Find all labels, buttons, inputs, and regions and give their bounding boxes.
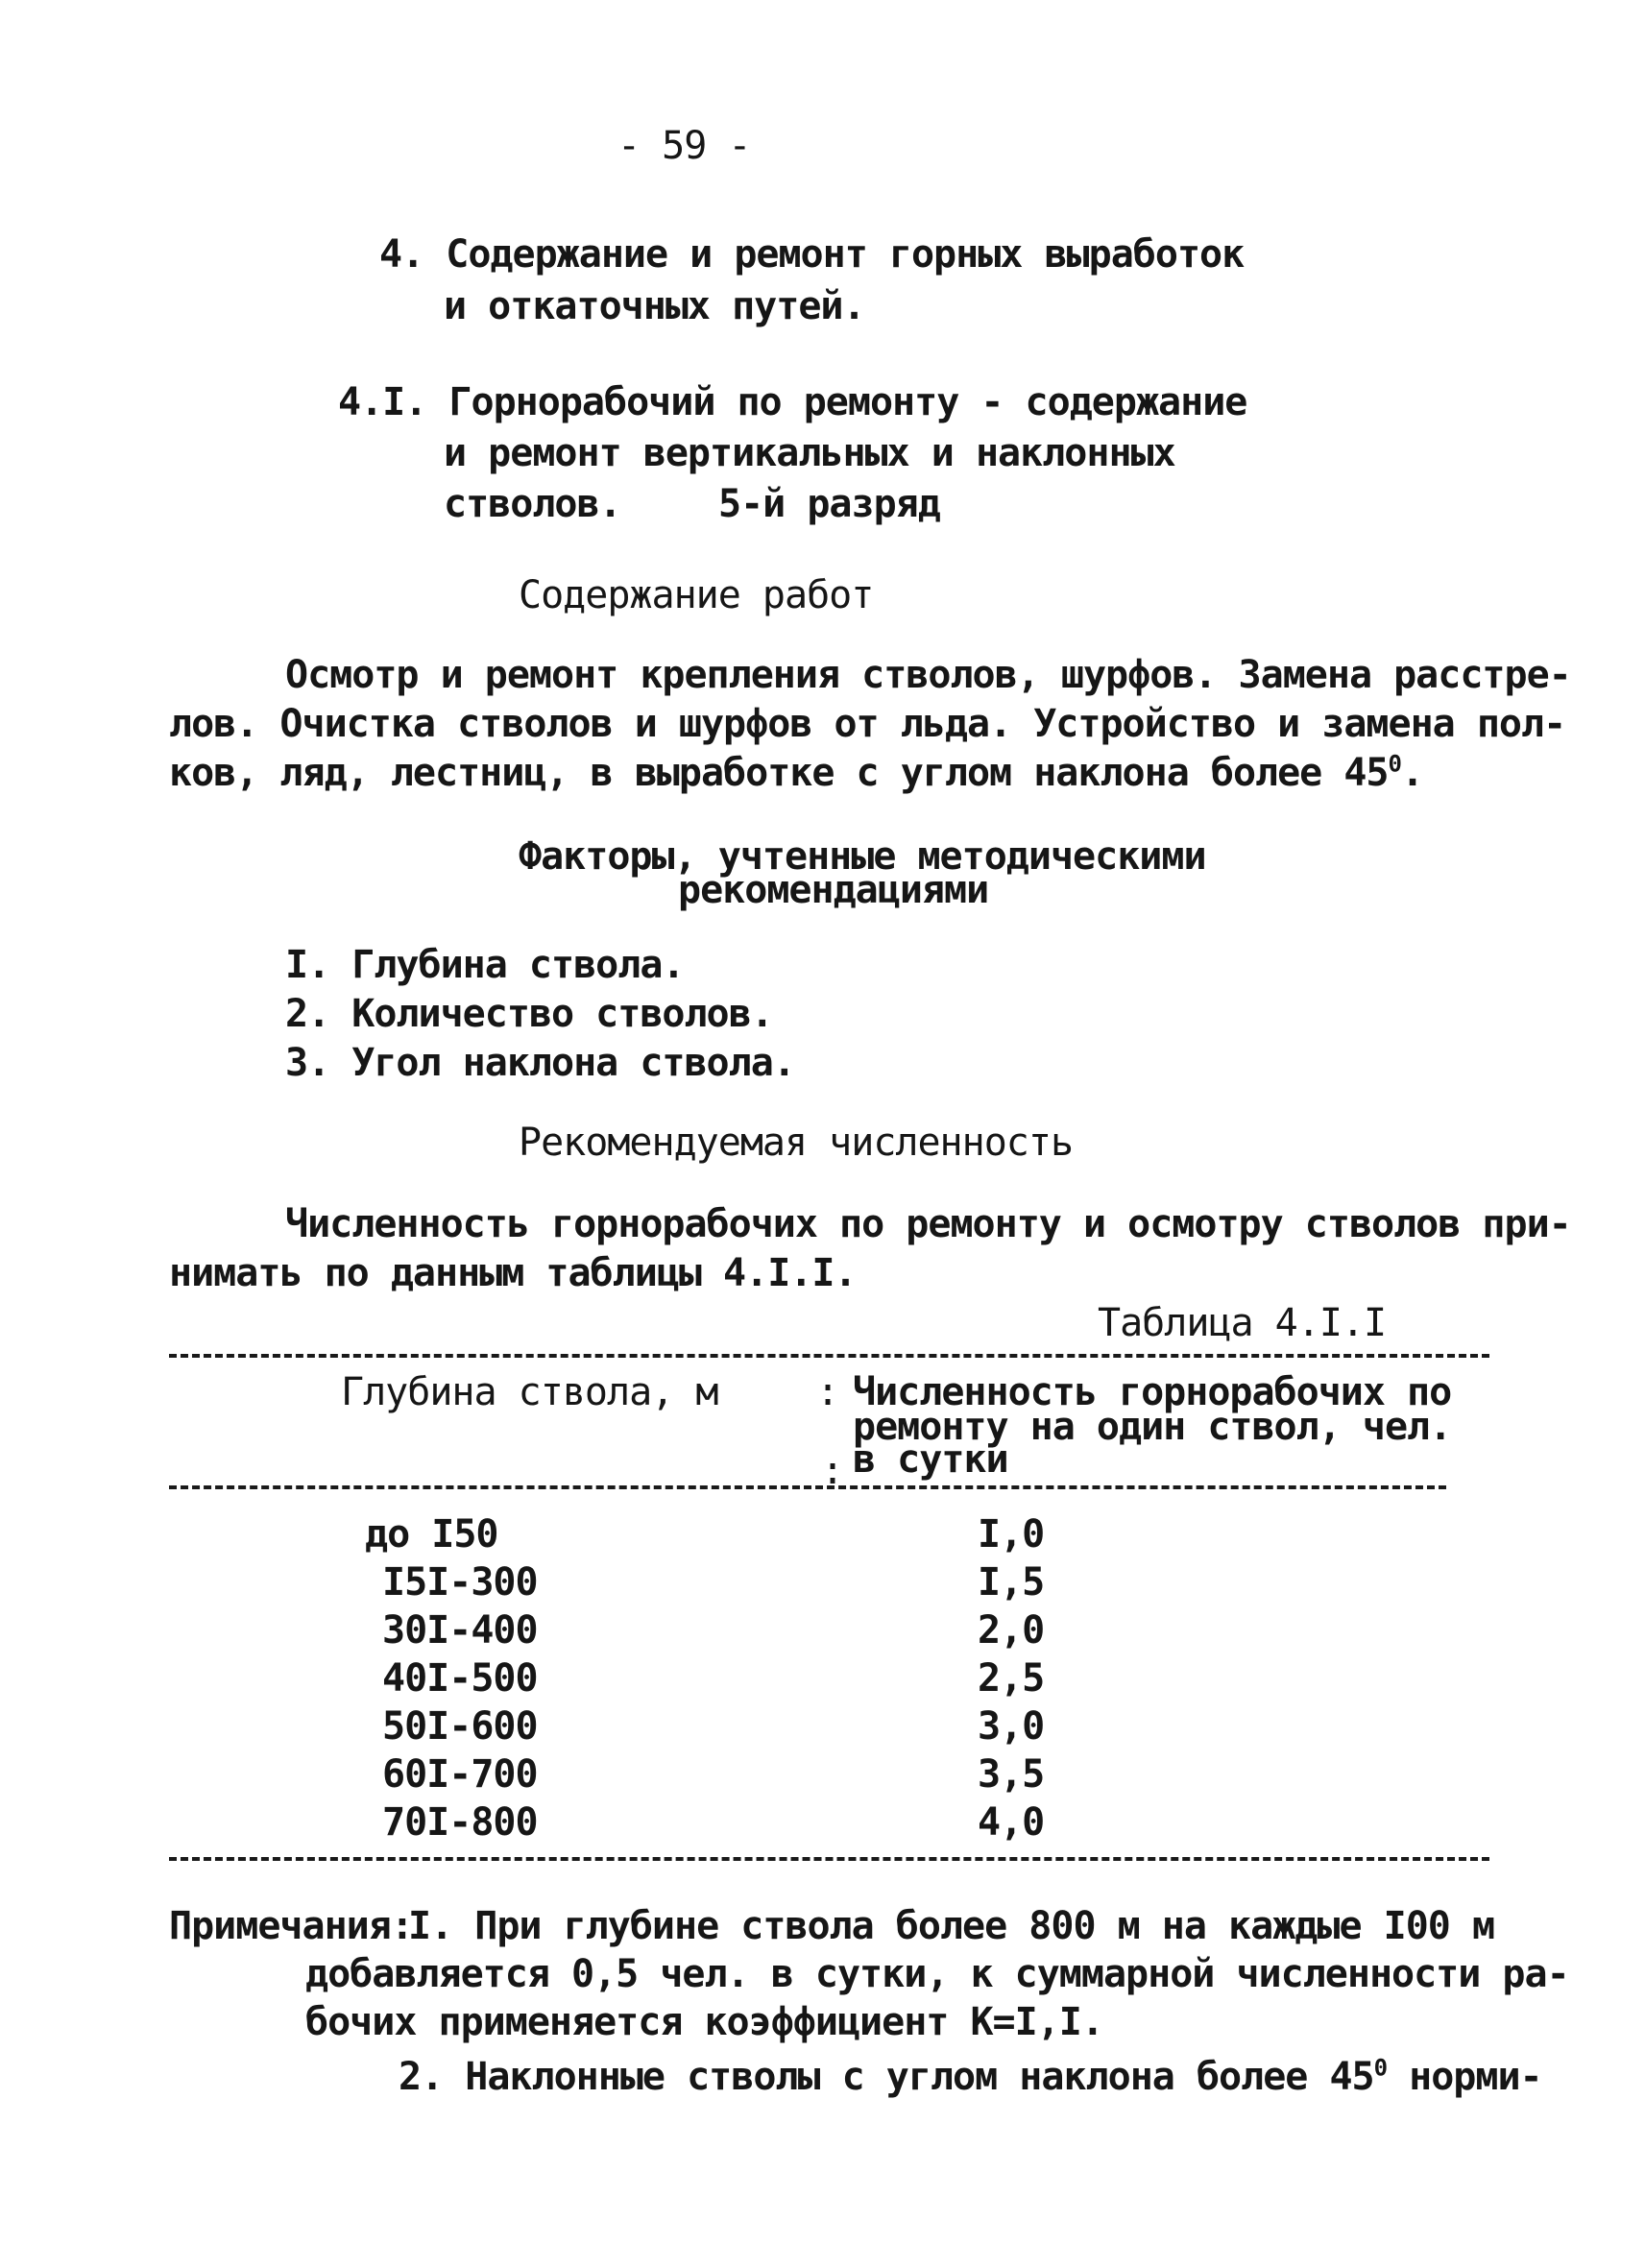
section-4-1-title-line1: 4.I. Горнорабочий по ремонту - содержание — [338, 380, 1247, 424]
recommended-line2: нимать по данным таблицы 4.I.I. — [169, 1251, 857, 1295]
work-content-heading: Содержание работ — [519, 573, 874, 617]
table-row-count: 2,0 — [978, 1608, 1045, 1653]
table-top-rule — [169, 1354, 1489, 1358]
work-content-line3: ков, ляд, лестниц, в выработке с углом наклона более $45^0$. — [169, 750, 1424, 795]
factor-item-2: 2. Количество стволов. — [285, 992, 773, 1036]
table-row-depth: 60I-700 — [382, 1752, 538, 1797]
table-row-depth: 30I-400 — [382, 1608, 538, 1653]
table-col-separator-top: : — [816, 1370, 839, 1414]
factor-item-1: I. Глубина ствола. — [285, 943, 685, 987]
factor-item-3: 3. Угол наклона ствола. — [285, 1041, 795, 1085]
note-1-line3: бочих применяется коэффициент К=I,I. — [305, 2000, 1103, 2044]
section-4-1-title-line2: и ремонт вертикальных и наклонных — [444, 431, 1175, 475]
table-row-count: I,0 — [978, 1512, 1045, 1556]
table-row-depth: I5I-300 — [382, 1560, 538, 1604]
table-bottom-rule — [169, 1857, 1489, 1861]
factors-heading-line2: рекомендациями — [678, 868, 989, 912]
table-col-separator-bottom: : — [821, 1449, 844, 1493]
grade-label: 5-й разряд — [718, 482, 940, 526]
table-col2-header-line2: ремонту на один ствол, чел. — [853, 1405, 1452, 1449]
table-row-count: 3,5 — [978, 1752, 1045, 1797]
table-caption: Таблица 4.I.I — [1098, 1301, 1387, 1345]
note-2-line1: 2. Наклонные стволы с углом наклона более $45^0$ норми- — [399, 2054, 1542, 2099]
page-number: - 59 - — [617, 124, 751, 168]
notes-label: Примечания: — [169, 1904, 413, 1948]
table-header-rule — [169, 1485, 1446, 1489]
table-row-depth: 40I-500 — [382, 1656, 538, 1701]
table-col1-header: Глубина ствола, м — [341, 1370, 718, 1414]
work-content-line2: лов. Очистка стволов и шурфов от льда. Устройство и замена пол- — [169, 702, 1566, 746]
table-col2-header-line3: в сутки — [853, 1437, 1008, 1482]
table-col2-header-line1: Численность горнорабочих по — [853, 1370, 1452, 1414]
section-4-title-line1: 4. Содержание и ремонт горных выработок — [379, 232, 1245, 277]
table-row-depth: до I50 — [365, 1512, 498, 1556]
table-row-count: 4,0 — [978, 1800, 1045, 1845]
table-row-count: 2,5 — [978, 1656, 1045, 1701]
recommended-heading: Рекомендуемая численность — [519, 1121, 1074, 1165]
table-row-depth: 50I-600 — [382, 1704, 538, 1749]
factors-heading-line1: Факторы, учтенные методическими — [519, 834, 1206, 879]
table-row-count: I,5 — [978, 1560, 1045, 1604]
note-1-line1: I. При глубине ствола более 800 м на каждые I00 м — [408, 1904, 1495, 1948]
section-4-title-line2: и откаточных путей. — [444, 284, 865, 328]
note-1-line2: добавляется 0,5 чел. в сутки, к суммарной численности ра- — [305, 1952, 1569, 1996]
table-row-depth: 70I-800 — [382, 1800, 538, 1845]
work-content-line1: Осмотр и ремонт крепления стволов, шурфов. Замена расстре- — [285, 653, 1571, 697]
table-row-count: 3,0 — [978, 1704, 1045, 1749]
section-4-1-title-line3: стволов. — [444, 482, 621, 526]
recommended-line1: Численность горнорабочих по ремонту и осмотру стволов при- — [285, 1202, 1571, 1246]
